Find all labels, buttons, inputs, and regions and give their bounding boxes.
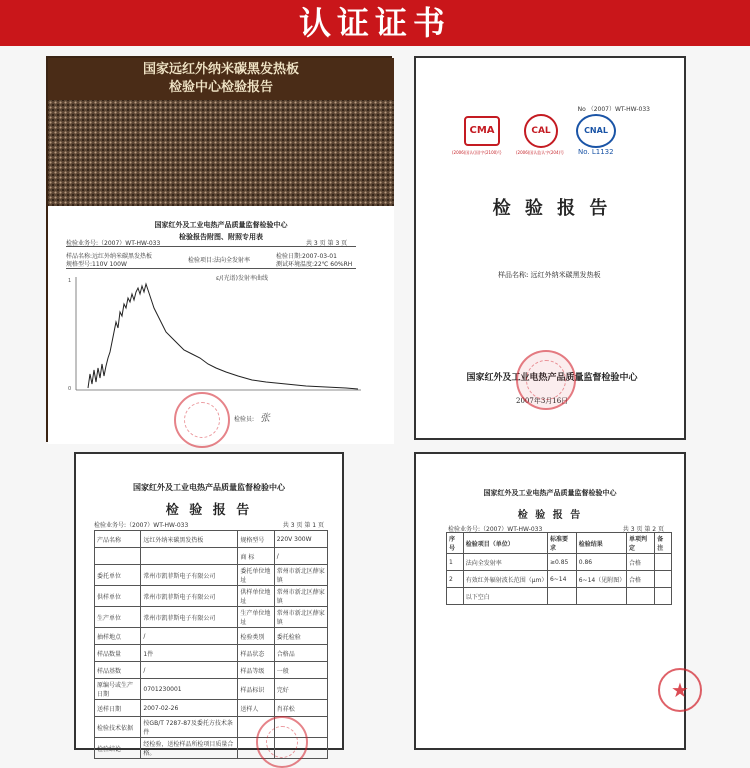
- table-cell: [547, 588, 576, 605]
- page1-title-2: 检 验 报 告: [165, 503, 253, 518]
- table-cell: 6~14（见附图）: [576, 571, 626, 588]
- table-cell: /: [274, 548, 327, 565]
- table-cell: 委托单位地址: [238, 565, 274, 586]
- chart-title: ε/(光谱)发射率曲线: [216, 275, 268, 282]
- report-serial-number: No （2007）WT-HW-033: [577, 106, 650, 113]
- table-row: [95, 628, 328, 645]
- table-cell: 远红外纳米碳黑发热板: [141, 531, 238, 548]
- table-cell: 供样单位: [95, 586, 141, 607]
- sample-spec: 规格型号:110V 100W: [66, 261, 127, 268]
- red-star-seal-icon: ★: [658, 668, 702, 712]
- table-cell: 常州市凯菲斯电子有限公司: [141, 565, 238, 586]
- table-cell: 常州市凯菲斯电子有限公司: [141, 607, 238, 628]
- header-line-1: 国家远红外纳米碳黑发热板: [142, 62, 299, 77]
- table-row: [95, 548, 328, 565]
- table-cell: 委托单位: [95, 565, 141, 586]
- table-cell: 以下空白: [463, 588, 547, 605]
- cnal-logo-caption: No. L1132: [578, 148, 614, 156]
- table-cell: [655, 554, 672, 571]
- cal-logo-caption: (2006)国认监认字(204)号: [516, 150, 565, 155]
- table-cell: 经检验，送检样品所检项目质量合格。: [141, 738, 238, 759]
- table-cell: 有效红外辐射波长范围（μm）: [463, 571, 547, 588]
- table-cell: 1: [447, 554, 464, 571]
- table-row: [95, 700, 328, 717]
- table-header-row: [447, 533, 672, 554]
- table-cell: [655, 571, 672, 588]
- cma-logo-text: CMA: [469, 125, 495, 136]
- table-header-cell: 标准要求: [547, 533, 576, 554]
- table-cell: [576, 588, 626, 605]
- page2-report-number: 检验业务号:（2007）WT-HW-033: [448, 526, 543, 533]
- cover-organization: 国家红外及工业电热产品质量监督检验中心: [466, 373, 638, 383]
- cnal-logo-text: CNAL: [584, 126, 608, 135]
- table-cell: [95, 548, 141, 565]
- sheet-title-1: 国家红外及工业电热产品质量监督检验中心: [154, 220, 288, 229]
- report-cover-card: [414, 56, 686, 440]
- table-cell: 原编号或生产日期: [95, 679, 141, 700]
- table-header-cell: 检验项目（单位）: [463, 533, 547, 554]
- table-cell: 样品基数: [95, 662, 141, 679]
- page2-page-number: 共 3 页 第 2 页: [622, 526, 664, 533]
- report-page-1-card: [74, 452, 344, 757]
- report-page-2-card: [414, 452, 689, 750]
- cma-logo-caption: (2006)国认(国)字(2100)号: [452, 150, 502, 155]
- table-cell: 样品等级: [238, 662, 274, 679]
- table-header-cell: 检验结果: [576, 533, 626, 554]
- table-header-cell: 单项判定: [626, 533, 654, 554]
- cnal-logo-icon: [576, 114, 616, 148]
- table-cell: /: [141, 628, 238, 645]
- cover-date: 2007年3月16日: [516, 397, 569, 405]
- table-row: [95, 679, 328, 700]
- table-cell: 按GB/T 7287-87及委托方技术条件: [141, 717, 238, 738]
- table-cell: 抽样地点: [95, 628, 141, 645]
- table-row: [95, 586, 328, 607]
- page1-title-1: 国家红外及工业电热产品质量监督检验中心: [133, 482, 285, 492]
- seal-stamp: [516, 350, 576, 410]
- table-row: [95, 607, 328, 628]
- table-cell: 法向全发射率: [463, 554, 547, 571]
- table-cell: 检验结论: [95, 738, 141, 759]
- certificate-banner: 认证证书: [0, 0, 750, 46]
- sample-name: 样品名称:远红外纳米碳黑发热板: [66, 253, 153, 260]
- table-cell: 委托检验: [274, 628, 327, 645]
- cma-logo-icon: [464, 116, 500, 146]
- page-number: 共 3 页 第 3 页: [306, 240, 348, 247]
- cal-logo-icon: [524, 114, 558, 148]
- emission-spectrum-chart: [66, 272, 366, 402]
- table-cell: 规格型号: [238, 531, 274, 548]
- cal-logo-text: CAL: [531, 126, 551, 136]
- table-cell: 常州市新北区薛家镇: [274, 586, 327, 607]
- table-cell: ≥0.85: [547, 554, 576, 571]
- table-cell: 供样单位地址: [238, 586, 274, 607]
- table-cell: [141, 548, 238, 565]
- svg-text:0: 0: [68, 386, 72, 392]
- table-cell: 生产单位: [95, 607, 141, 628]
- table-row: [95, 531, 328, 548]
- table-cell: 合格: [626, 571, 654, 588]
- seal-stamp: [174, 392, 230, 448]
- table-cell: 送样日期: [95, 700, 141, 717]
- table-row: [447, 588, 672, 605]
- table-cell: 220V 300W: [274, 531, 327, 548]
- table-cell: 2: [447, 571, 464, 588]
- inspector-signature: 张: [260, 413, 270, 424]
- table-cell: 商 标: [238, 548, 274, 565]
- table-cell: 合格品: [274, 645, 327, 662]
- table-row: [447, 571, 672, 588]
- table-cell: 2007-02-26: [141, 700, 238, 717]
- table-cell: 样品标识: [238, 679, 274, 700]
- report-sheet: [48, 206, 394, 444]
- card-header: [48, 58, 394, 100]
- test-date: 检验日期:2007-03-01: [276, 253, 337, 260]
- table-cell: 0.86: [576, 554, 626, 571]
- table-row: [95, 662, 328, 679]
- table-cell: [626, 588, 654, 605]
- table-cell: 6~14: [547, 571, 576, 588]
- table-header-cell: 备注: [655, 533, 672, 554]
- table-cell: 送样人: [238, 700, 274, 717]
- page2-results-table: [446, 532, 672, 605]
- cover-title: 检 验 报 告: [492, 198, 612, 219]
- table-header-cell: 序号: [447, 533, 464, 554]
- test-item: 检验项目:法向全发射率: [188, 257, 251, 264]
- page2-title-2: 检 验 报 告: [517, 510, 583, 521]
- table-cell: 0701230001: [141, 679, 238, 700]
- table-cell: 1件: [141, 645, 238, 662]
- table-cell: 生产单位地址: [238, 607, 274, 628]
- table-cell: 产品名称: [95, 531, 141, 548]
- table-row: [95, 565, 328, 586]
- table-cell: 常州市新北区薛家镇: [274, 607, 327, 628]
- cover-sample-name: 样品名称: 远红外纳米碳黑发热板: [498, 271, 601, 279]
- table-cell: [447, 588, 464, 605]
- header-line-2: 检验中心检验报告: [168, 80, 273, 95]
- table-cell: 一般: [274, 662, 327, 679]
- table-cell: 合格: [626, 554, 654, 571]
- table-cell: 样品状态: [238, 645, 274, 662]
- seal-stamp: [256, 716, 308, 768]
- table-cell: 样品数量: [95, 645, 141, 662]
- sheet-title-2: 检验报告附图、附照专用表: [179, 232, 263, 241]
- page1-page-number: 共 3 页 第 1 页: [282, 522, 324, 529]
- table-row: [447, 554, 672, 571]
- table-cell: 肖祥松: [274, 700, 327, 717]
- table-cell: 检验类别: [238, 628, 274, 645]
- page1-report-number: 检验业务号:（2007）WT-HW-033: [94, 522, 189, 529]
- table-cell: 完好: [274, 679, 327, 700]
- table-cell: /: [141, 662, 238, 679]
- table-cell: 常州市凯菲斯电子有限公司: [141, 586, 238, 607]
- table-cell: 检验技术依据: [95, 717, 141, 738]
- report-card-chart: [46, 56, 392, 442]
- table-cell: [655, 588, 672, 605]
- inspector-label: 检验员:: [234, 416, 255, 423]
- page2-title-1: 国家红外及工业电热产品质量监督检验中心: [483, 488, 617, 497]
- table-cell: 常州市新北区薛家镇: [274, 565, 327, 586]
- table-row: [95, 645, 328, 662]
- report-number: 检验业务号:（2007）WT-HW-033: [66, 240, 161, 247]
- test-env: 测试环境温度:22℃ 60%RH: [276, 261, 353, 268]
- svg-text:1: 1: [68, 278, 72, 284]
